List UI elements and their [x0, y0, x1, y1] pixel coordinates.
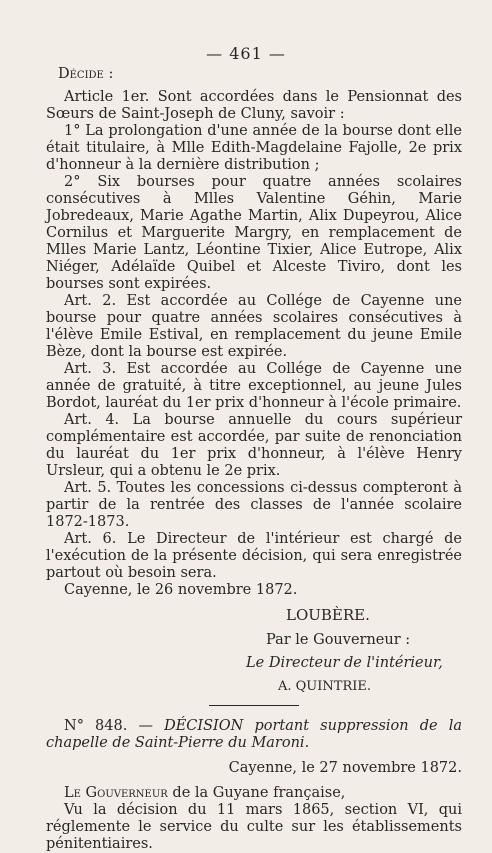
page-number: — 461 —	[206, 44, 286, 63]
decision-last-paragraph: Vu la décision du 11 mars 1865, section VI, qui réglemente le service du culte sur les établissements pénitentiaires.	[46, 802, 462, 852]
signature-name: LOUBÈRE.	[286, 606, 370, 624]
paragraph-item-1: 1° La prolongation d'une année de la bourse dont elle était titulaire, à Mlle Edith-Magdelaine Fajolle, 2e prix d'honneur à la dernière distribution ;	[46, 123, 462, 173]
section-divider	[209, 705, 299, 706]
decide-heading: Décide :	[58, 66, 114, 82]
paragraph-article-1: Article 1er. Sont accordées dans le Pensionnat des Sœurs de Saint-Joseph de Cluny, savoir :	[46, 89, 462, 122]
decision-number: N° 848. —	[64, 718, 153, 734]
paragraph-article-2: Art. 2. Est accordée au Collége de Cayenne une bourse pour quatre années scolaires consécutives à l'élève Emile Estival, en remplacement du jeune Emile Bèze, dont la bourse est expirée.	[46, 293, 462, 360]
place-date: Cayenne, le 26 novembre 1872.	[64, 582, 298, 598]
decision-title-text: DÉCISION portant suppression de la chapelle de Saint-Pierre du Maroni.	[46, 718, 463, 751]
governor-rest: de la Guyane française,	[167, 785, 346, 801]
signature-by-governor: Par le Gouverneur :	[266, 632, 411, 648]
governor-line	[46, 785, 462, 802]
decision-title	[46, 718, 462, 752]
document-body	[46, 66, 462, 853]
paragraph-article-3: Art. 3. Est accordée au Collége de Cayenne une année de gratuité, à titre exceptionnel, au jeune Jules Bordot, lauréat du 1er prix d'honneur à l'école primaire.	[46, 361, 462, 411]
signature-director-title: Le Directeur de l'intérieur,	[246, 655, 443, 671]
paragraph-article-6: Art. 6. Le Directeur de l'intérieur est chargé de l'exécution de la présente décision, qui sera enregistrée partout où besoin sera.	[46, 531, 462, 581]
decision-date: Cayenne, le 27 novembre 1872.	[228, 760, 462, 776]
paragraph-item-2: 2° Six bourses pour quatre années scolaires consécutives à Mlles Valentine Géhin, Marie Jobredeaux, Marie Agathe Martin, Alix Dupeyrou, Alice Cornilus et Marguerite Margry, en remplacement de Mlles Marie Lantz, Léontine Tixier, Alice Eutrope, Alix Niéger, Adélaïde Quibel et Alceste Tiviro, dont les bourses sont expirées.	[46, 174, 462, 292]
paragraph-article-5: Art. 5. Toutes les concessions ci-dessus compteront à partir de la rentrée des classes de l'année scolaire 1872-1873.	[46, 480, 462, 530]
signature-director-name: A. QUINTRIE.	[278, 679, 371, 694]
paragraph-article-4: Art. 4. La bourse annuelle du cours supérieur complémentaire est accordée, par suite de renonciation du lauréat du 1er prix d'honneur, à l'élève Henry Ursleur, qui a obtenu le 2e prix.	[46, 412, 462, 479]
governor-smallcaps: Le Gouverneur	[64, 785, 168, 801]
